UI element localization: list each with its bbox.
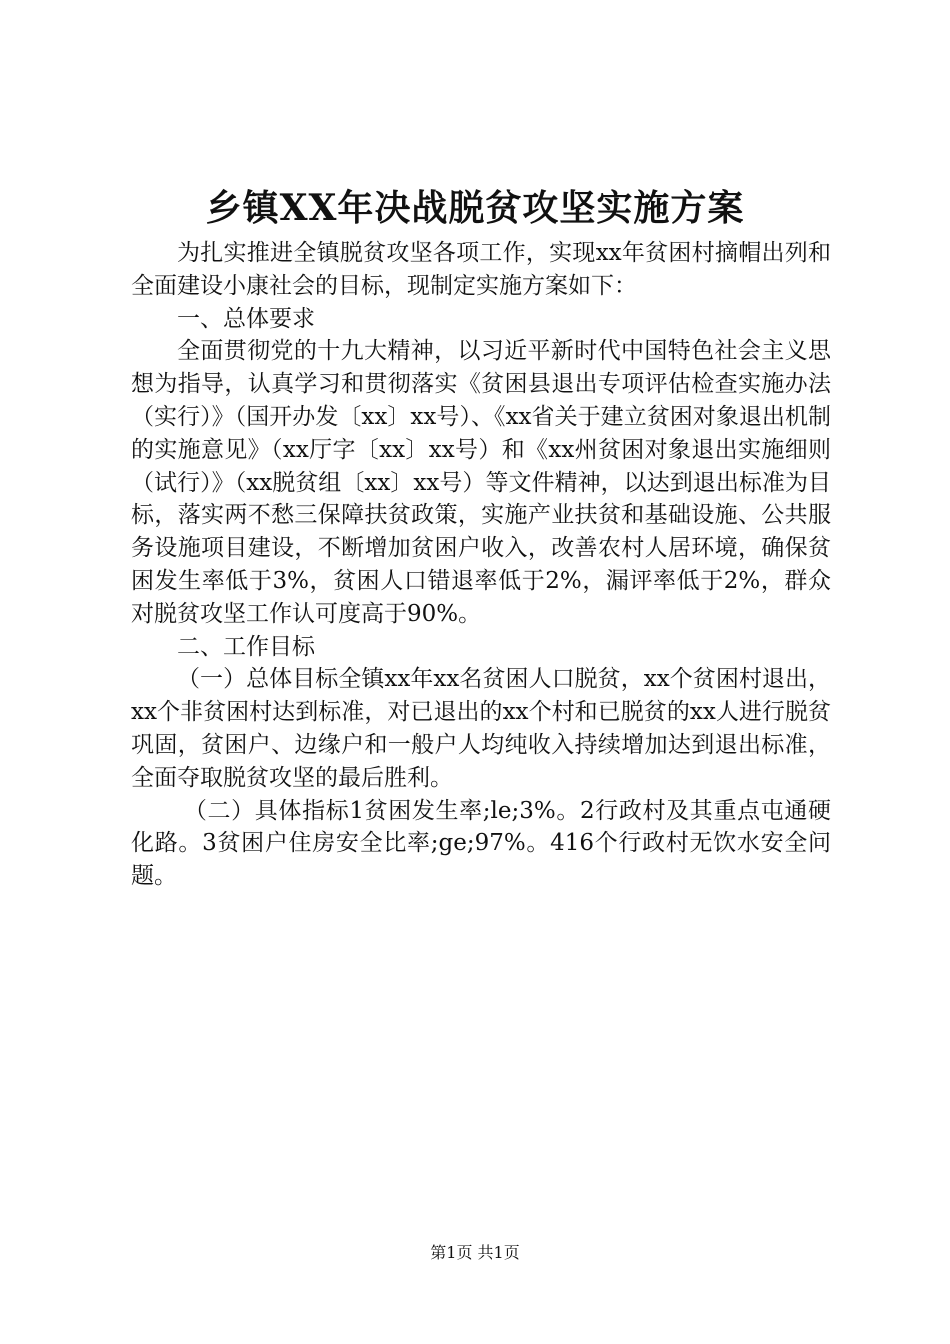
document-title: 乡镇XX年决战脱贫攻坚实施方案	[205, 187, 745, 229]
page-number-footer: 第1页 共1页	[430, 1243, 520, 1262]
document-body	[131, 237, 831, 893]
specific-indicators-paragraph: （二）具体指标1贫困发生率;le;3%。2行政村及其重点屯通硬化路。3贫困户住房安全比率;ge;97%。416个行政村无饮水安全问题。	[131, 797, 831, 890]
section-heading-general-requirements: 一、总体要求	[177, 305, 315, 332]
section-heading-work-goals: 二、工作目标	[177, 633, 315, 660]
overall-goal-paragraph: （一）总体目标全镇xx年xx名贫困人口脱贫，xx个贫困村退出，xx个非贫困村达到标准，对已退出的xx个村和已脱贫的xx人进行脱贫巩固，贫困户、边缘户和一般户人均纯收入持续增加达到退出标准，全面夺取脱贫攻坚的最后胜利。	[131, 666, 831, 791]
intro-paragraph: 为扎实推进全镇脱贫攻坚各项工作，实现xx年贫困村摘帽出列和全面建设小康社会的目标，现制定实施方案如下：	[131, 240, 831, 299]
general-requirements-paragraph: 全面贯彻党的十九大精神，以习近平新时代中国特色社会主义思想为指导，认真学习和贯彻落实《贫困县退出专项评估检查实施办法（实行）》（国开办发〔xx〕xx号）、《xx省关于建立贫困对象退出机制的实施意见》（xx厅字〔xx〕xx号）和《xx州贫困对象退出实施细则（试行）》（xx脱贫组〔xx〕xx号）等文件精神，以达到退出标准为目标，落实两不愁三保障扶贫政策，实施产业扶贫和基础设施、公共服务设施项目建设，不断增加贫困户收入，改善农村人居环境，确保贫困发生率低于3%，贫困人口错退率低于2%，漏评率低于2%，群众对脱贫攻坚工作认可度高于90%。	[131, 338, 831, 627]
